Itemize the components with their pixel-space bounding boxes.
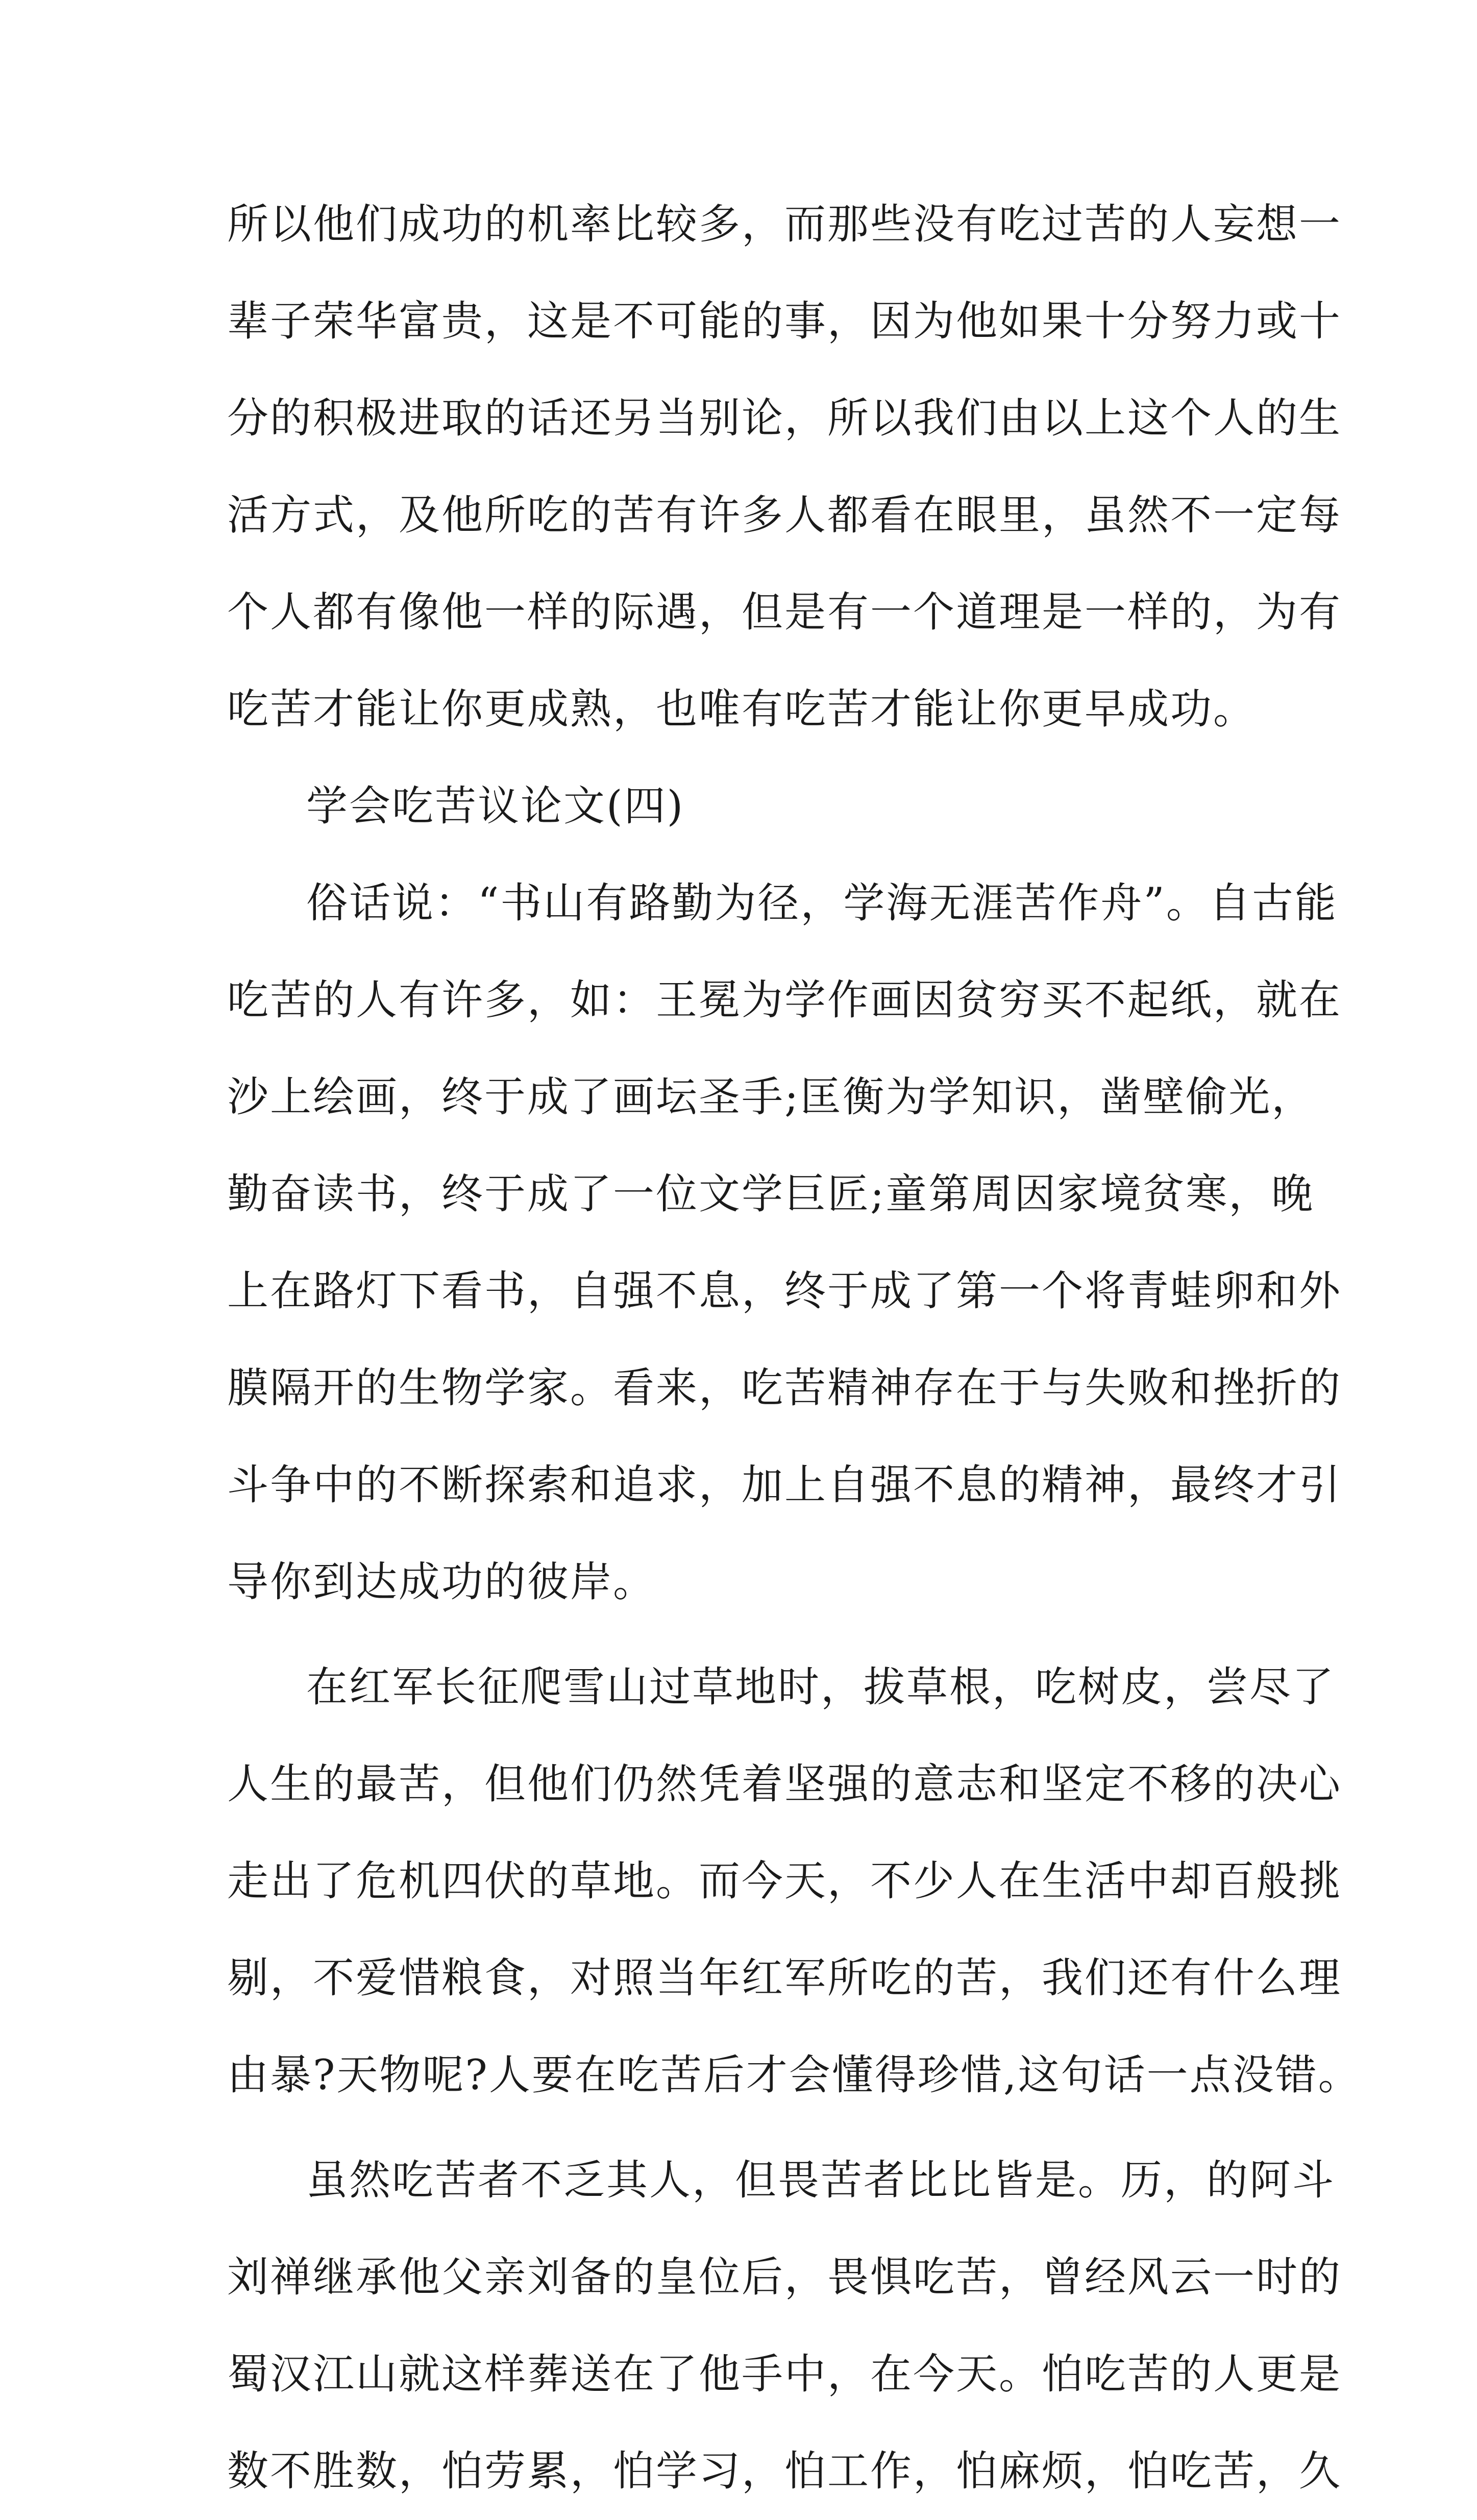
section-heading: 学会吃苦议论文(四) [306,782,685,830]
text-line: 吃苦才能让你更成熟，也唯有吃苦才能让你更早成功。 [227,686,1257,733]
text-line: 活方式，及他所吃的苦有许多人都看在眼里，虽然不一定每 [227,492,1342,540]
text-line: 吃苦的人有许多，如：王冕为学作画因贫穷买不起纸，就在 [227,976,1342,1024]
text-line: 剔，不爱惜粮食，对照当年红军所吃的苦，我们还有什么理 [227,1954,1342,2002]
text-line: 蜀汉江山就这样葬送在了他手中，在今天。怕吃苦的人更是 [227,2351,1342,2399]
text-line: 个人都有像他一样的际遇，但是有一个道理是一样的，为有 [227,589,1342,637]
text-line: 斗争中的不断探索和追求，加上自强不息的精神，最终才引 [227,1461,1342,1509]
paragraph-first-line: 俗话说：“书山有路勤为径，学海无涯苦作舟”。自古能 [306,879,1338,927]
text-line: 数不胜数，怕劳累，怕学习，怕工作，怕麻烦，怕吃苦，久 [227,2448,1342,2495]
text-line: 导你到达成功的彼岸。 [227,1558,656,1606]
paragraph-first-line: 在红军长征爬雪山过草地时，拔草根，吃树皮，尝尽了 [306,1663,1336,1711]
text-line: 沙上绘画，终于成了画坛圣手;匡衡为学知识，凿壁偷光， [227,1073,1315,1121]
text-line: 所以他们成功的机率比较多，而那些没有吃过苦的人妄想一 [227,201,1342,249]
text-line: 走出了危机四伏的草地。而今天，不少人在生活中却百般挑 [227,1857,1342,1905]
text-line: 刘禅继承他父亲刘备的皇位后，畏惧吃苦，曾经风云一时的 [227,2254,1342,2302]
text-line: 勤奋读书，终于成了一位文学巨匠;童第周因家境贫寒，晚 [227,1170,1315,1218]
body-text [227,176,1361,2520]
text-line: 人生的最苦，但他们仍然凭着坚强的意志和坚定不移的决心 [227,1760,1342,1808]
text-line: 膜隔开的生物学家。看来，吃苦精神存在于与失败和挫折的 [227,1364,1342,1412]
text-line: 分的积极进取的话还另当别论，所以我们由以上这个人的生 [227,395,1342,443]
paragraph-first-line: 虽然吃苦者不乏其人，但畏苦者比比皆是。历，的阿斗 [306,2157,1336,2205]
text-line: 辈子荣华富贵，这是不可能的事，因为他如果十分努力或十 [227,298,1342,346]
text-line: 上在路灯下看书，自强不息，终于成了第一个将青蛙卵和外 [227,1267,1342,1315]
text-line: 由暴?天物呢?人要在吃苦后才会懂得珍惜,这句话一点没错。 [227,2051,1361,2099]
